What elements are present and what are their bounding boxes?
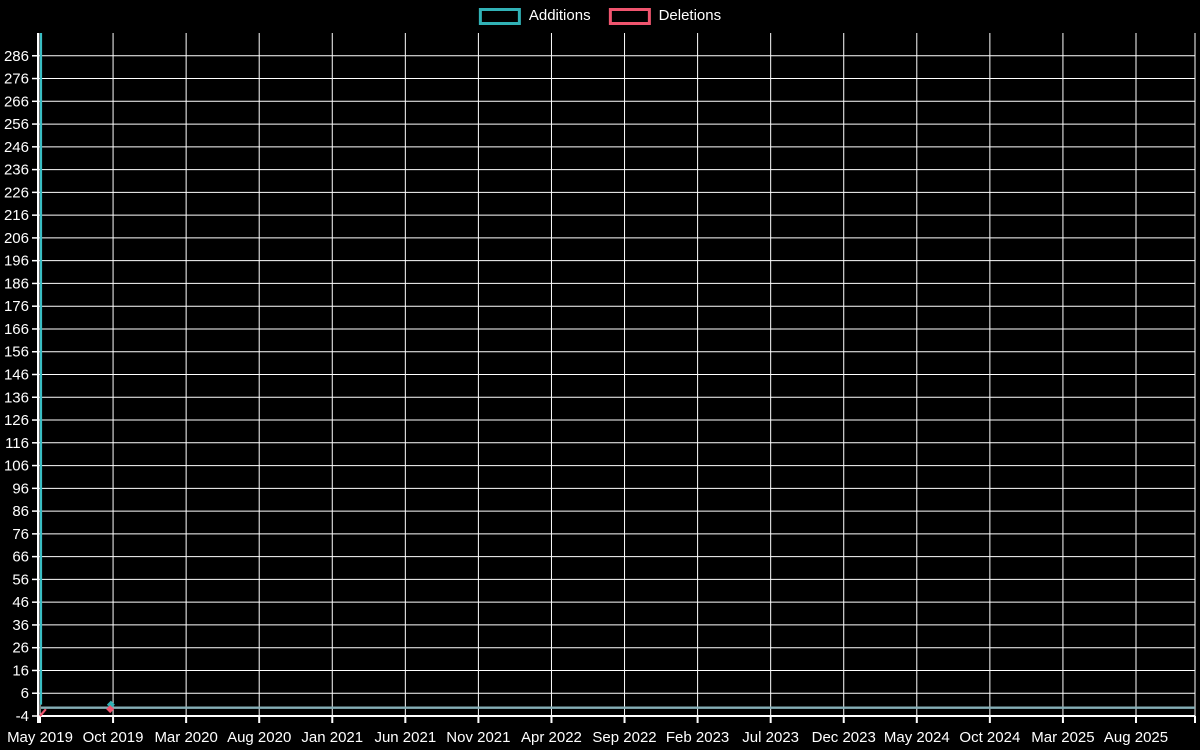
svg-text:36: 36 [12,616,29,634]
legend-item-additions[interactable] [479,7,591,25]
svg-text:106: 106 [3,457,29,475]
deletions-legend-swatch [609,8,651,25]
svg-text:Aug 2025: Aug 2025 [1103,729,1169,746]
svg-text:-4: -4 [15,708,29,725]
svg-text:256: 256 [3,116,29,134]
svg-text:206: 206 [3,229,29,247]
svg-text:286: 286 [3,47,29,65]
svg-text:Jul 2023: Jul 2023 [742,729,800,746]
svg-text:236: 236 [3,161,29,179]
svg-text:186: 186 [3,275,29,293]
grid-lines [38,33,1195,716]
additions-legend-swatch [479,8,521,25]
svg-text:Jan 2021: Jan 2021 [301,729,364,746]
svg-text:156: 156 [3,343,29,361]
svg-text:May 2019: May 2019 [7,729,73,746]
svg-text:Dec 2023: Dec 2023 [811,729,876,746]
svg-text:56: 56 [12,571,29,589]
svg-text:226: 226 [3,184,29,202]
svg-text:Apr 2022: Apr 2022 [521,729,582,746]
svg-text:Nov 2021: Nov 2021 [446,729,511,746]
svg-text:146: 146 [3,366,29,384]
svg-text:May 2024: May 2024 [883,729,950,746]
svg-text:176: 176 [3,298,29,316]
svg-text:26: 26 [12,639,29,657]
svg-text:Mar 2025: Mar 2025 [1031,729,1095,746]
svg-text:126: 126 [3,412,29,430]
svg-text:16: 16 [12,662,29,680]
svg-text:86: 86 [12,503,29,521]
additions-legend-label: Additions [528,7,591,24]
svg-text:266: 266 [3,93,29,111]
axes [32,33,1195,723]
svg-text:Feb 2023: Feb 2023 [665,729,730,746]
svg-text:96: 96 [12,480,29,498]
svg-text:116: 116 [5,434,29,452]
svg-text:Sep 2022: Sep 2022 [592,729,657,746]
deletions-legend-label: Deletions [658,7,722,24]
svg-text:Mar 2020: Mar 2020 [154,729,218,746]
y-axis-labels [4,48,29,725]
svg-text:Jun 2021: Jun 2021 [374,729,437,746]
svg-text:46: 46 [12,594,29,612]
x-axis-labels [7,729,1168,746]
svg-text:216: 216 [3,207,29,225]
svg-text:Oct 2024: Oct 2024 [959,729,1021,746]
legend-item-deletions[interactable] [609,7,722,25]
svg-text:6: 6 [20,685,29,703]
svg-text:166: 166 [3,320,29,338]
svg-text:Oct 2019: Oct 2019 [82,729,144,746]
svg-text:76: 76 [12,525,29,543]
svg-text:136: 136 [3,389,29,407]
svg-text:196: 196 [3,252,29,270]
deletions-line [40,709,46,716]
svg-text:Aug 2020: Aug 2020 [227,729,292,746]
svg-text:66: 66 [12,548,29,566]
chart-legend [479,7,721,25]
svg-text:276: 276 [3,70,29,88]
svg-text:246: 246 [3,138,29,156]
